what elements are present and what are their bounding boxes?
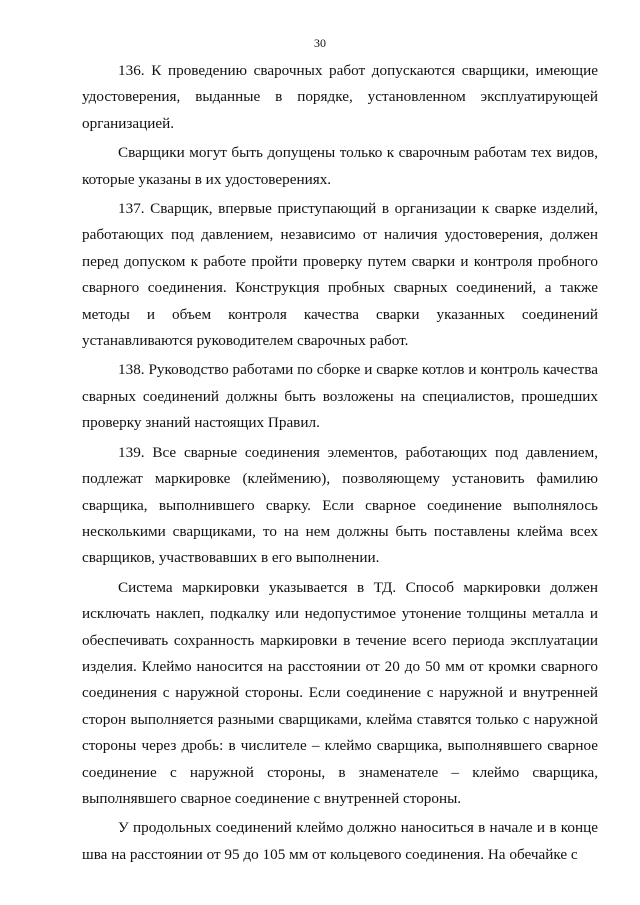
paragraph-139: 139. Все сварные соединения элементов, работающих под давлением, подлежат маркировке (клеймению), позволяющему установить фамилию сварщика, выполнившего сварку. Если сварное соединение выполнялось несколькими сварщиками, то на нем должны быть поставлены клейма всех сварщиков, участвовавших в его выполнении. (82, 443, 598, 567)
page-number: 30 (314, 36, 326, 50)
paragraph-longitudinal-joints: У продольных соединений клеймо должно наноситься в начале и в конце шва на расстоянии от 95 до 105 мм от кольцевого соединения. На обечайке с (82, 819, 598, 863)
paragraph-136: 136. К проведению сварочных работ допускаются сварщики, имеющие удостоверения, выданные в порядке, установленном эксплуатирующей организацией. (82, 62, 598, 132)
paragraph-137: 137. Сварщик, впервые приступающий в организации к сварке изделий, работающих под давлением, независимо от наличия удостоверения, должен перед допуском к работе пройти проверку путем сварки и контроля пробного сварного соединения. Конструкция пробных сварных соединений, а также методы и объем контроля качества сварки указанных соединений устанавливаются руководителем сварочных работ. (82, 200, 598, 350)
paragraph-138: 138. Руководство работами по сборке и сварке котлов и контроль качества сварных соединений должны быть возложены на специалистов, прошедших проверку знаний настоящих Правил. (82, 361, 598, 432)
paragraph-marking-system: Система маркировки указывается в ТД. Способ маркировки должен исключать наклеп, подкалку или недопустимое утонение толщины металла и обеспечивать сохранность маркировки в течение всего периода эксплуатации изделия. Клеймо наносится на расстоянии от 20 до 50 мм от кромки сварного соединения с наружной стороны. Если соединение с наружной и внутренней сторон выполняется разными сварщиками, клейма ставятся только с наружной стороны через дробь: в числителе – клеймо сварщика, выполнявшего сварное соединение с наружной стороны, в знаменателе – клеймо сварщика, выполнявшего сварное соединение с внутренней стороны. (82, 578, 598, 807)
document-body (82, 58, 598, 871)
paragraph-136-note: Сварщики могут быть допущены только к сварочным работам тех видов, которые указаны в их удостоверениях. (82, 144, 598, 188)
